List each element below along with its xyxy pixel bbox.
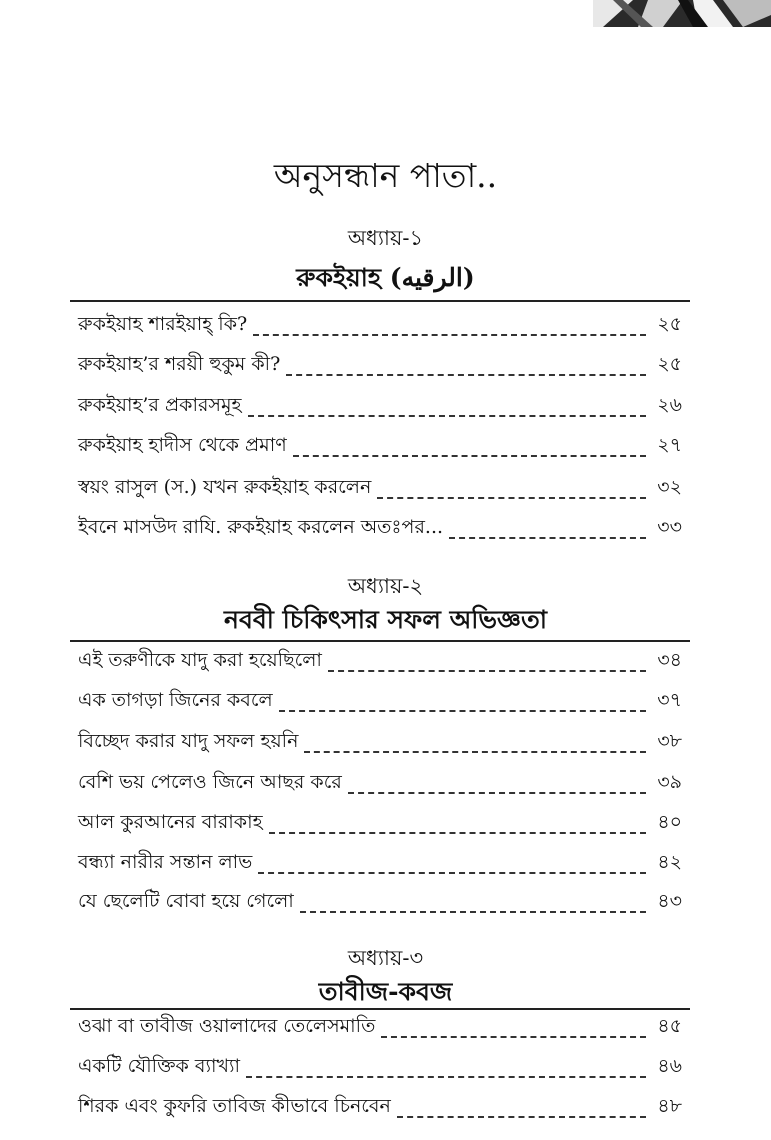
toc-entry-page: ৪৩ <box>657 890 682 912</box>
toc-entry-title: রুকইয়াহ’র প্রকারসমূহ <box>78 394 242 416</box>
toc-entry-page: ৩৩ <box>657 516 682 538</box>
corner-decoration <box>593 0 771 27</box>
toc-entry <box>78 1054 682 1084</box>
toc-entry <box>78 433 682 463</box>
dot-leader <box>328 670 646 672</box>
toc-entry-title: রুকইয়াহ’র শরয়ী হুকুম কী? <box>78 353 281 375</box>
toc-entry-page: ২৬ <box>657 394 682 416</box>
dot-leader <box>300 911 646 913</box>
toc-entry <box>78 729 682 759</box>
section-divider <box>70 1008 690 1010</box>
toc-entry <box>78 515 682 545</box>
toc-entry-page: ৪৬ <box>657 1055 682 1077</box>
toc-entry <box>78 648 682 678</box>
toc-entry <box>78 312 682 342</box>
toc-entry <box>78 1014 682 1044</box>
geometric-pattern-icon <box>593 0 771 27</box>
toc-entry-page: ৪২ <box>657 851 682 873</box>
dot-leader <box>246 1076 646 1078</box>
toc-entry <box>78 688 682 718</box>
toc-entry-page: ৪৮ <box>657 1095 682 1117</box>
toc-entry <box>78 889 682 919</box>
dot-leader <box>248 415 647 417</box>
toc-entry <box>78 1094 682 1124</box>
toc-entry <box>78 850 682 880</box>
dot-leader <box>279 710 646 712</box>
toc-entry-title: এই তরুণীকে যাদু করা হয়েছিলো <box>78 649 322 671</box>
dot-leader <box>293 455 646 457</box>
toc-entry-page: ৪৫ <box>657 1015 682 1037</box>
page-title: অনুসন্ধান পাতা.. <box>273 156 498 195</box>
toc-entry <box>78 393 682 423</box>
chapter-label: অধ্যায়-১ <box>347 226 424 250</box>
section-divider <box>70 300 690 302</box>
dot-leader <box>286 374 646 376</box>
dot-leader <box>348 792 646 794</box>
dot-leader <box>253 334 646 336</box>
toc-entry-title: রুকইয়াহ শারইয়াহ্ কি? <box>78 313 248 335</box>
dot-leader <box>304 751 646 753</box>
toc-entry-page: ২৫ <box>657 353 682 375</box>
toc-entry-page: ৪০ <box>657 811 682 833</box>
toc-entry-title: শিরক এবং কুফরি তাবিজ কীভাবে চিনবেন <box>78 1095 391 1117</box>
toc-entry <box>78 352 682 382</box>
toc-entry-title: রুকইয়াহ হাদীস থেকে প্রমাণ <box>78 434 287 456</box>
chapter-title: নববী চিকিৎসার সফল অভিজ্ঞতা <box>224 605 547 634</box>
dot-leader <box>258 872 646 874</box>
chapter-label: অধ্যায়-২ <box>347 574 424 598</box>
toc-entry <box>78 770 682 800</box>
chapter-label: অধ্যায়-৩ <box>347 946 424 970</box>
toc-entry-title: ওঝা বা তাবীজ ওয়ালাদের তেলেসমাতি <box>78 1015 376 1037</box>
toc-entry-title: বেশি ভয় পেলেও জিনে আছর করে <box>78 771 342 793</box>
toc-entry <box>78 475 682 505</box>
dot-leader <box>397 1116 646 1118</box>
toc-entry-title: ইবনে মাসউদ রাযি. রুকইয়াহ করলেন অতঃপর... <box>78 516 444 538</box>
dot-leader <box>377 497 646 499</box>
toc-entry-title: আল কুরআনের বারাকাহ <box>78 811 263 833</box>
dot-leader <box>381 1036 646 1038</box>
chapter-title: তাবীজ-কবজ <box>318 977 453 1006</box>
toc-entry-title: বিচ্ছেদ করার যাদু সফল হয়নি <box>78 730 299 752</box>
toc-entry-title: স্বয়ং রাসুল (স.) যখন রুকইয়াহ করলেন <box>78 476 372 498</box>
toc-entry-title: যে ছেলেটি বোবা হয়ে গেলো <box>78 890 294 912</box>
toc-entry-page: ২৫ <box>657 313 682 335</box>
dot-leader <box>449 537 646 539</box>
toc-entry-page: ৩৯ <box>657 771 682 793</box>
toc-entry-title: এক তাগড়া জিনের কবলে <box>78 689 273 711</box>
toc-entry-page: ২৭ <box>657 434 682 456</box>
toc-entry-title: একটি যৌক্তিক ব্যাখ্যা <box>78 1055 240 1077</box>
dot-leader <box>269 832 646 834</box>
toc-entry-page: ৩৪ <box>657 649 682 671</box>
toc-entry-title: বন্ধ্যা নারীর সন্তান লাভ <box>78 851 253 873</box>
section-divider <box>70 640 690 642</box>
toc-entry-page: ৩৮ <box>657 730 682 752</box>
toc-entry-page: ৩৭ <box>657 689 682 711</box>
chapter-title: রুকইয়াহ (الرقيه) <box>296 263 475 292</box>
toc-entry-page: ৩২ <box>657 476 682 498</box>
toc-entry <box>78 810 682 840</box>
